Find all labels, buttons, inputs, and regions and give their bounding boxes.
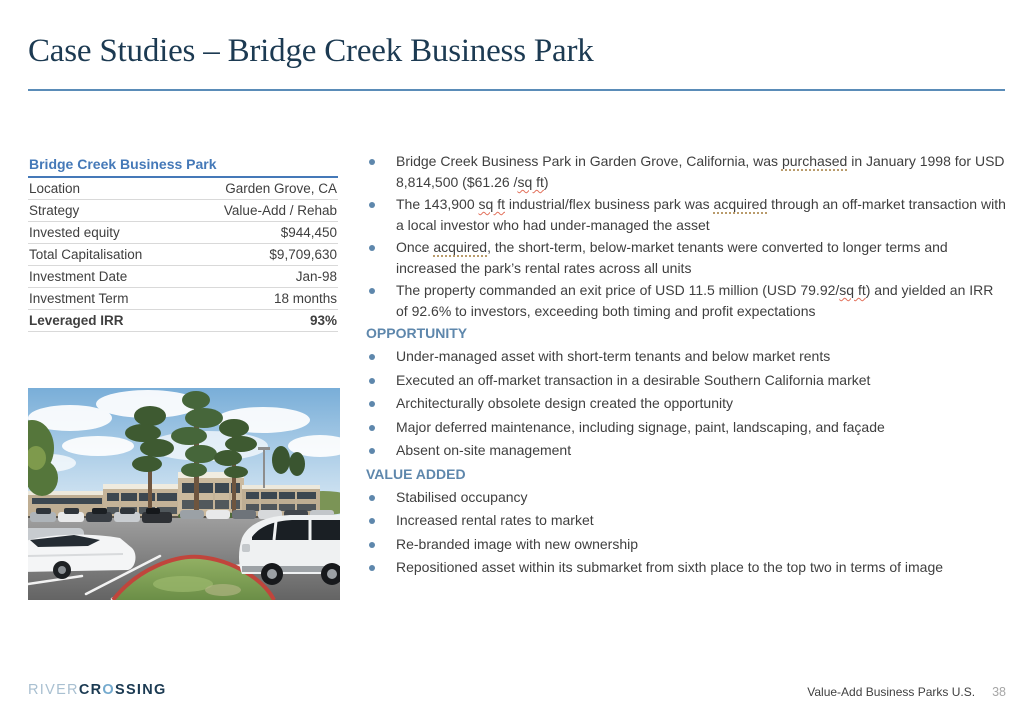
bullet-icon — [369, 425, 375, 431]
fact-label: Invested equity — [29, 225, 120, 240]
fact-value: 93% — [309, 313, 337, 328]
fact-value: $944,450 — [280, 225, 337, 240]
fact-value: Garden Grove, CA — [225, 181, 337, 196]
bullet-item — [366, 346, 1008, 367]
description-column — [366, 151, 1008, 581]
fact-table — [28, 155, 338, 332]
fact-label: Investment Date — [29, 269, 128, 284]
bullet-text: Repositioned asset within its submarket from sixth place to the top two in terms of image — [396, 559, 944, 575]
text-segment: purchased — [781, 153, 848, 169]
fact-value: 18 months — [273, 291, 337, 306]
logo-text-cr: CR — [78, 682, 103, 698]
text-segment: Once — [396, 239, 434, 255]
bullet-item — [366, 237, 1008, 279]
bullet-item — [366, 534, 1008, 555]
bullet-item — [366, 557, 1008, 578]
section-heading-opportunity: OPPORTUNITY — [366, 325, 468, 341]
bullet-icon — [369, 542, 375, 548]
text-segment: sq ft — [478, 196, 505, 212]
property-photo — [28, 388, 340, 600]
bullet-text: Re-branded image with new ownership — [396, 535, 639, 552]
bullet-icon — [369, 288, 375, 294]
text-segment: Bridge Creek Business Park in Garden Grove, California, was — [396, 153, 782, 169]
text-segment: ) — [543, 174, 549, 190]
bullet-text — [396, 153, 1005, 190]
fact-row-strategy — [28, 200, 338, 222]
fact-row-leveraged-irr — [28, 310, 338, 332]
text-segment: The 143,900 — [396, 196, 479, 212]
fact-value: Value-Add / Rehab — [223, 203, 337, 218]
bullet-text: Stabilised occupancy — [396, 488, 528, 505]
text-segment: , the short-term, below-market tenants were converted to longer terms and increased the park’s rental rates across all units — [396, 239, 948, 276]
bullet-icon — [369, 565, 375, 571]
bullet-text: Executed an off-market transaction in a desirable Southern California market — [396, 371, 871, 388]
fact-value: Jan-98 — [295, 269, 337, 284]
page-title: Case Studies – Bridge Creek Business Park — [28, 33, 594, 69]
bullet-icon — [369, 354, 375, 360]
footer-right — [807, 685, 1006, 699]
footer-deck-title: Value-Add Business Parks U.S. — [807, 685, 976, 699]
page-number: 38 — [992, 685, 1006, 699]
text-segment: The property commanded an exit price of USD 11.5 million (USD 79.92/ — [396, 282, 840, 298]
bullet-icon — [369, 378, 375, 384]
text-segment: acquired — [433, 239, 488, 255]
bullet-item — [366, 280, 1008, 322]
fact-row-location — [28, 178, 338, 200]
bullet-item — [366, 194, 1008, 236]
section-value-added — [366, 464, 1008, 579]
bullet-item — [366, 417, 1008, 438]
bullet-text — [396, 239, 948, 276]
bullet-text — [396, 196, 1006, 233]
logo-text-ssing: SSING — [114, 682, 167, 698]
fact-label: Strategy — [29, 203, 80, 218]
company-logo — [28, 682, 167, 698]
fact-row-total-capitalisation — [28, 244, 338, 266]
fact-value: $9,709,630 — [269, 247, 337, 262]
text-segment: ) and yielded an IRR of 92.6% to investors, exceeding both timing and profit expectations — [396, 282, 994, 319]
bullet-text — [396, 282, 993, 319]
bullet-item — [366, 487, 1008, 508]
text-segment: acquired — [713, 196, 768, 212]
logo-o-mark: O — [102, 682, 115, 698]
fact-row-invested-equity — [28, 222, 338, 244]
text-segment: industrial/flex business park was — [504, 196, 714, 212]
fact-row-investment-term — [28, 288, 338, 310]
bullet-icon — [369, 495, 375, 501]
bullet-item — [366, 151, 1008, 193]
bullet-text: Major deferred maintenance, including signage, paint, landscaping, and façade — [396, 418, 885, 435]
section-heading-value-added: VALUE ADDED — [366, 465, 466, 482]
text-segment: through an off-market transaction with a local investor who had under-managed the asset — [396, 196, 1006, 233]
bullet-icon — [369, 448, 375, 454]
text-segment: in January 1998 for USD 8,814,500 ($61.26 / — [396, 153, 1005, 190]
text-segment: sq ft — [517, 174, 544, 190]
bullet-item — [366, 393, 1008, 414]
bullet-item — [366, 440, 1008, 461]
bullet-icon — [369, 159, 375, 165]
title-divider — [28, 89, 1005, 91]
fact-label: Total Capitalisation — [29, 247, 143, 262]
fact-table-header: Bridge Creek Business Park — [28, 155, 338, 178]
fact-label: Leveraged IRR — [29, 313, 124, 328]
logo-text-river: RIVER — [28, 682, 79, 698]
bullet-text: Absent on-site management — [396, 442, 572, 458]
fact-label: Location — [29, 181, 81, 196]
fact-row-investment-date — [28, 266, 338, 288]
bullet-icon — [369, 518, 375, 524]
bullet-text: Architecturally obsolete design created the opportunity — [396, 395, 733, 411]
bullet-icon — [369, 245, 375, 251]
bullet-item — [366, 370, 1008, 391]
text-segment: sq ft — [839, 282, 866, 298]
bullet-icon — [369, 401, 375, 407]
section-opportunity — [366, 323, 1008, 461]
bullet-icon — [369, 202, 375, 208]
fact-label: Investment Term — [29, 291, 129, 306]
bullet-text: Increased rental rates to market — [396, 512, 594, 528]
bullet-item — [366, 510, 1008, 531]
property-photo-image — [28, 388, 340, 600]
bullet-text: Under-managed asset with short-term tenants and below market rents — [396, 348, 831, 364]
